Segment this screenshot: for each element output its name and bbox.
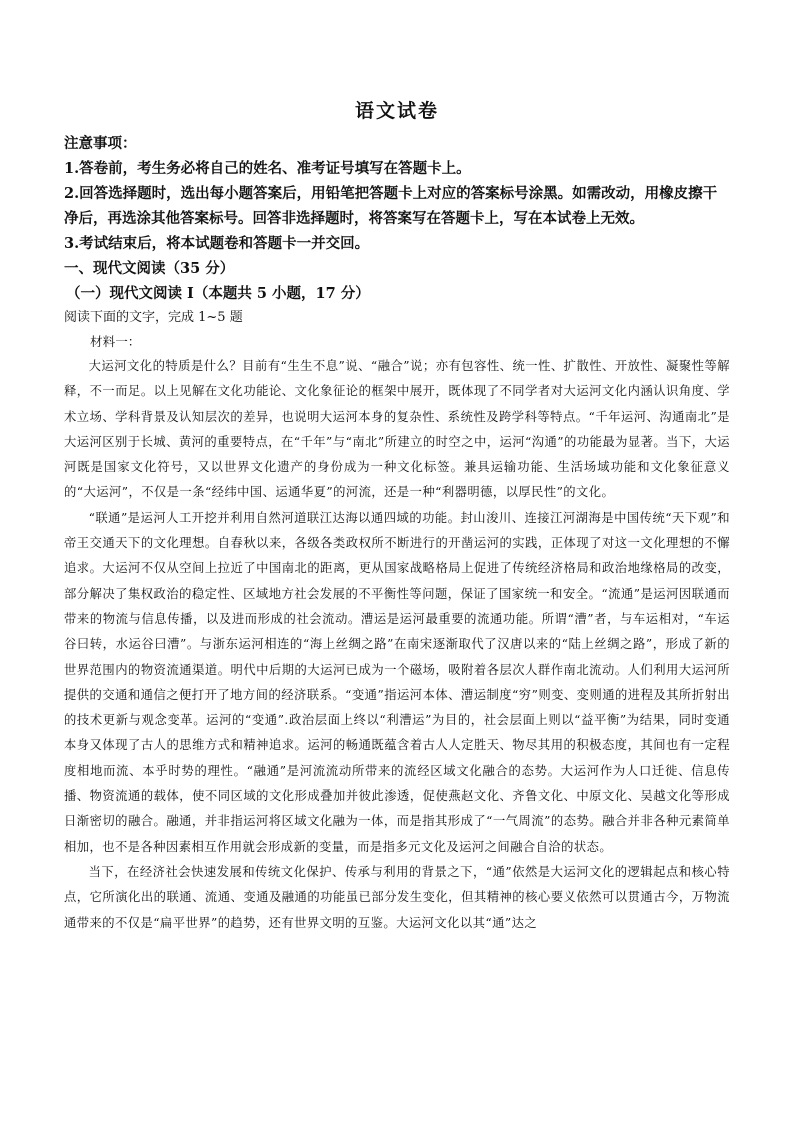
exam-notes: [64, 131, 730, 256]
notes-item-3: 3.考试结束后，将本试题卷和答题卡一并交回。: [64, 235, 370, 252]
section-subheading: （一）现代文阅读 I（本题共 5 小题，17 分）: [66, 285, 370, 302]
material-text: [64, 354, 730, 936]
notes-item-2: 2.回答选择题时，选出每小题答案后，用铅笔把答题卡上对应的答案标号涂黑。如需改动，用橡皮擦干净后，再选涂其他答案标号。回答非选择题时，将答案写在答题卡上，写在本试卷上无效。: [64, 185, 718, 227]
notes-heading: 注意事项：: [64, 135, 137, 152]
paragraph-1: 大运河文化的特质是什么？目前有“生生不息”说、“融合”说；亦有包容性、统一性、扩散性、开放性、凝聚性等解释，不一而足。以上见解在文化功能论、文化象征论的框架中展开，既体现了不同学者对大运河文化内涵认识角度、学术立场、学科背景及认知层次的差异，也说明大运河本身的复杂性、系统性及跨学科等特点。“千年运河、沟通南北”是大运河区别于长城、黄河的重要特点，在“千年”与“南北”所建立的时空之中，运河“沟通”的功能最为显著。当下，大运河既是国家文化符号，又以世界文化遗产的身份成为一种文化标签。兼具运输功能、生活场域功能和文化象征意义的“大运河”，不仅是一条“经纬中国、运通华夏”的河流，还是一种“利器明德，以厚民性”的文化。: [64, 359, 730, 500]
page-title: 语文试卷: [354, 100, 439, 122]
section-heading: 一、现代文阅读（35 分）: [64, 260, 235, 277]
material-label: 材料一：: [90, 334, 141, 349]
paragraph-3: 当下，在经济社会快速发展和传统文化保护、传承与利用的背景之下，“通”依然是大运河文化的逻辑起点和核心特点，它所演化出的联通、流通、变通及融通的功能虽已部分发生变化，但其精神的核心要义依然可以贯通古今，万物流通带来的不仅是“扁平世界”的趋势，还有世界文明的互鉴。大运河文化以其“通”达之: [64, 864, 730, 930]
paragraph-2: “联通”是运河人工开挖并利用自然河道联江达海以通四域的功能。封山浚川、连接江河湖海是中国传统“天下观”和帝王交通天下的文化理想。自春秋以来，各级各类政权所不断进行的开凿运河的实践，正体现了对这一文化理想的不懈追求。大运河不仅从空间上拉近了中国南北的距离，更从国家战略格局上促进了传统经济格局和政治地缘格局的改变，部分解决了集权政治的稳定性、区域地方社会发展的不平衡性等问题，保证了国家统一和安全。“流通”是运河因联通而带来的物流与信息传播，以及进而形成的社会流动。漕运是运河最重要的流通功能。所谓“漕”者，与车运相对，“车运谷曰转，水运谷曰漕”。与浙东运河相连的“海上丝绸之路”在南宋逐渐取代了汉唐以来的“陆上丝绸之路”，形成了新的世界范围内的物资流通渠道。明代中后期的大运河已成为一个磁场，吸附着各层次人群作南北流动。人们利用大运河所提供的交通和通信之便打开了地方间的经济联系。“变通”指运河本体、漕运制度“穷”则变、变则通的进程及其所折射出的技术更新与观念变革。运河的“变通”.政治层面上终以“利漕运”为目的，社会层面上则以“益平衡”为结果，同时变通本身又体现了古人的思维方式和精神追求。运河的畅通既蕴含着古人人定胜天、物尽其用的积极态度，其间也有一定程度相地而流、本乎时势的理性。“融通”是河流流动所带来的流经区域文化融合的态势。大运河作为人口迁徙、信息传播、物资流通的载体，使不同区域的文化形成叠加并彼此渗透，促使燕赵文化、齐鲁文化、中原文化、吴越文化等形成日渐密切的融合。融通，并非指运河将区域文化融为一体，而是指其形成了“一气周流”的态势。融合并非各种元素简单相加，也不是各种因素相互作用就会形成新的变量，而是指多元文化及运河之间融合自洽的状态。: [64, 510, 730, 854]
reading-instruction: 阅读下面的文字，完成 1~5 题: [64, 310, 243, 325]
notes-item-1: 1.答卷前，考生务必将自己的姓名、准考证号填写在答题卡上。: [64, 160, 471, 177]
